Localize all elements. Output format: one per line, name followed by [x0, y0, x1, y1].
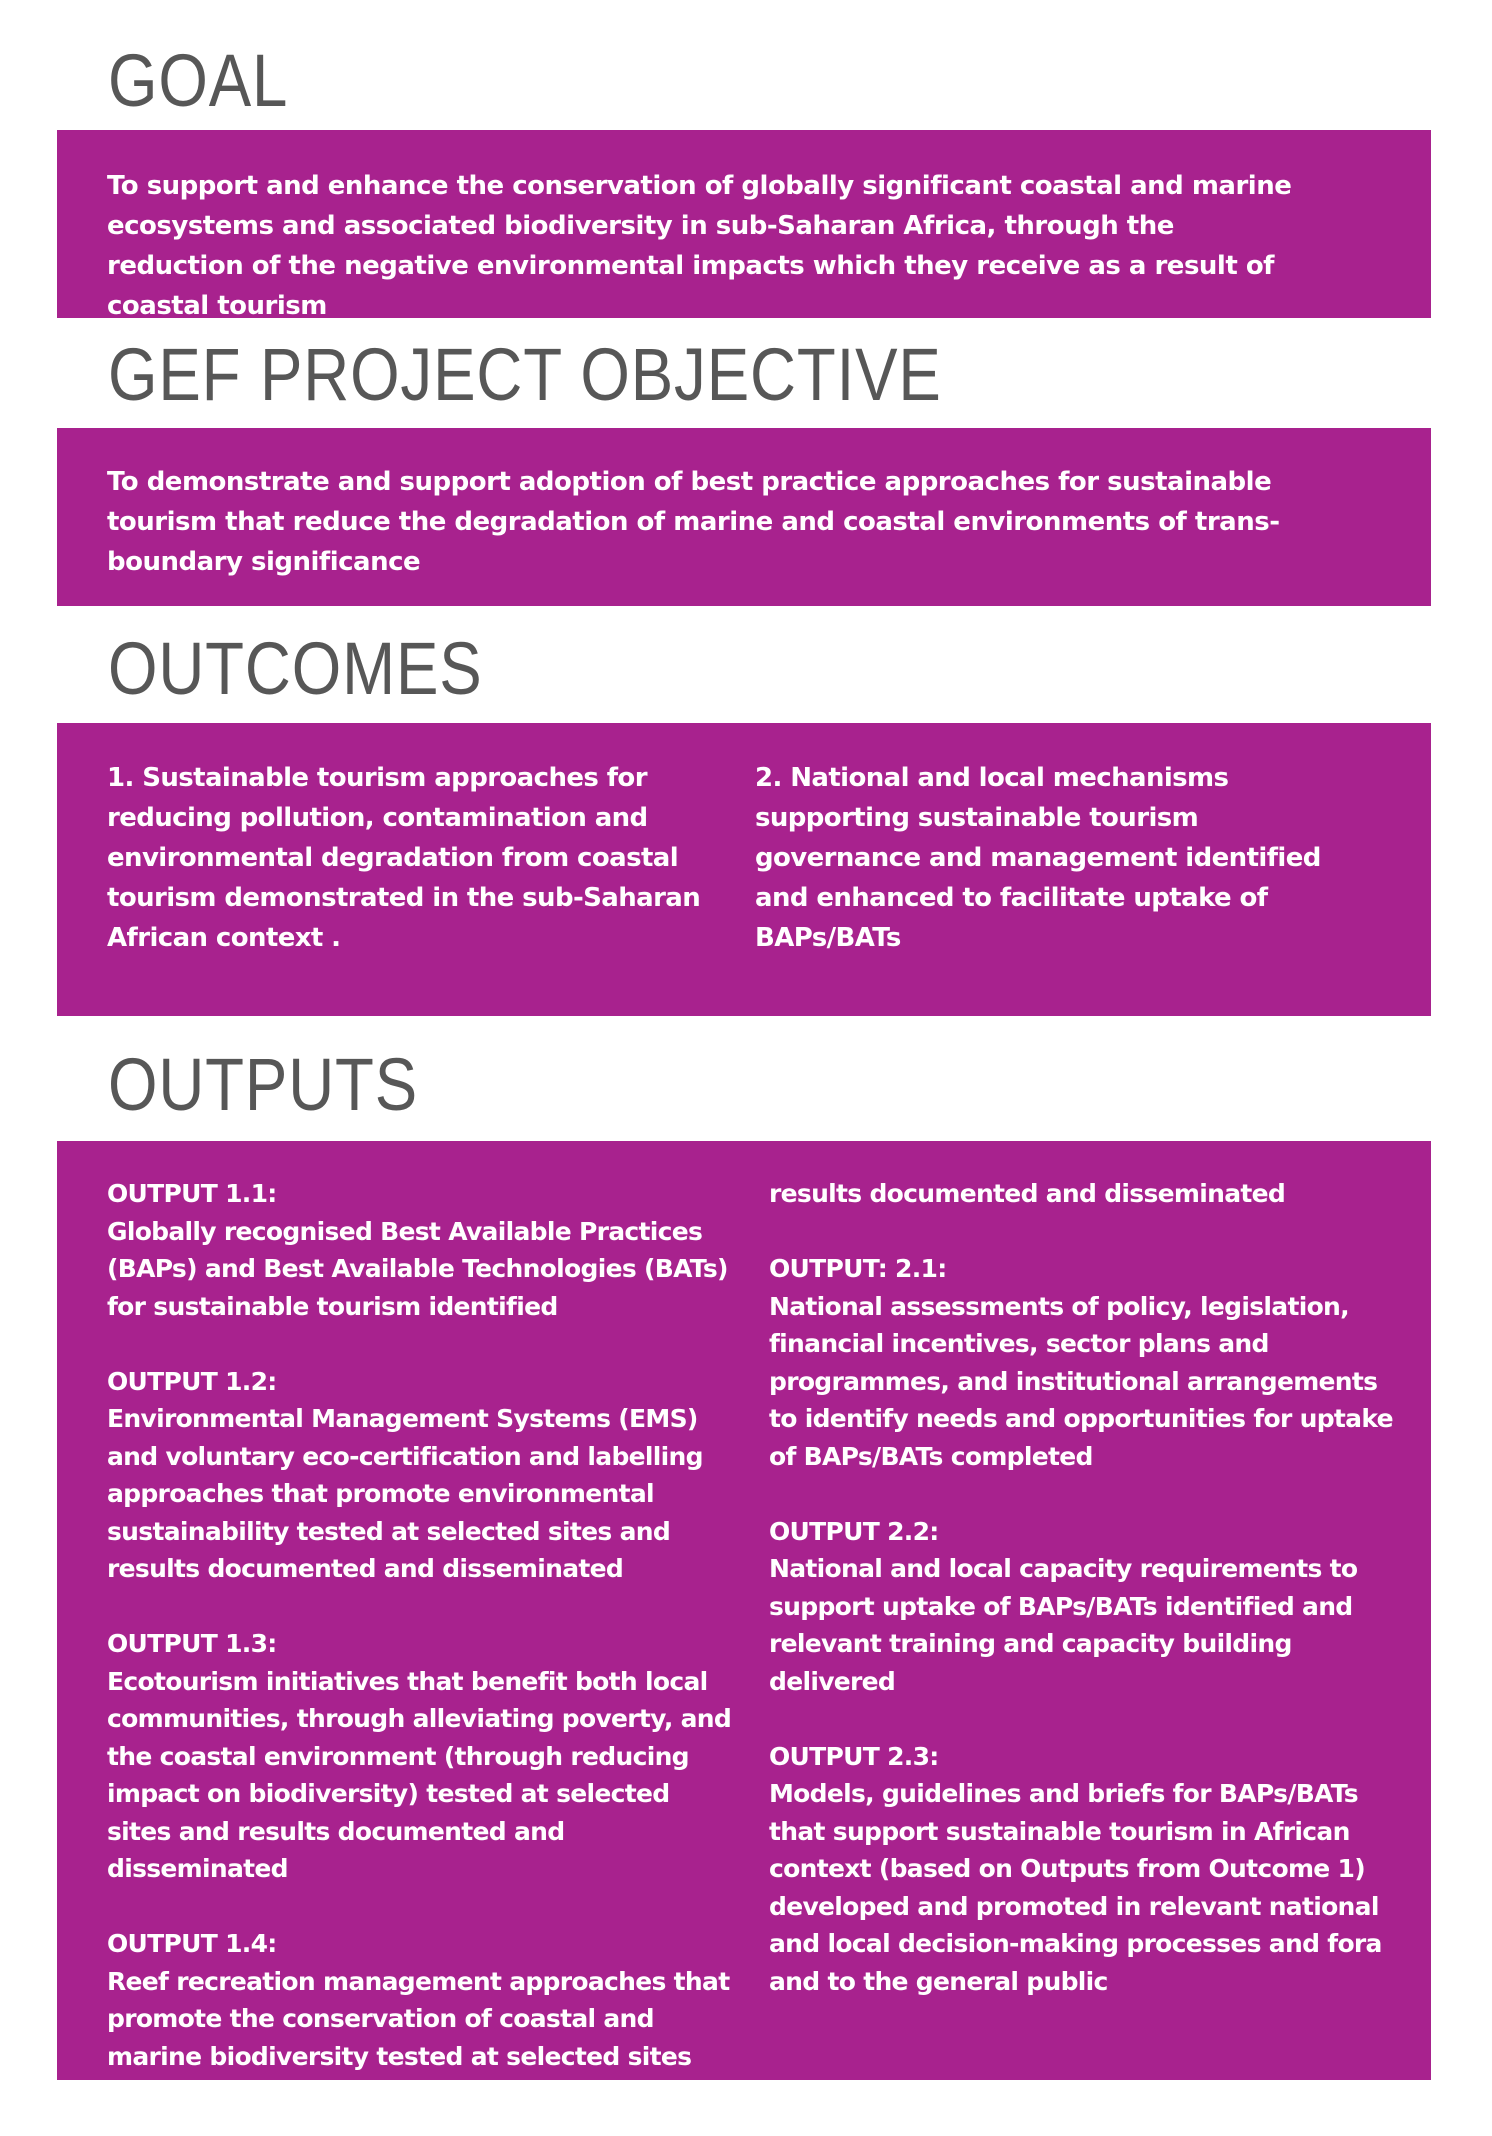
goal-text: To support and enhance the conservation of globally significant coastal and marine ecosystems and associated biodiversity in sub-Saharan Africa, through the reduction of the negative environmental impacts which they receive as a result of coastal tourism — [107, 171, 1292, 321]
output-2-3 — [769, 1738, 1399, 2001]
outputs-right-column — [769, 1175, 1399, 2000]
output-1-3 — [107, 1625, 737, 1888]
output-1-4-continuation — [769, 1175, 1399, 1213]
output-2-2 — [769, 1513, 1399, 1701]
outputs-left-column — [107, 1175, 737, 2113]
output-label: OUTPUT 1.3: — [107, 1629, 277, 1658]
output-1-4 — [107, 1925, 737, 2113]
output-label: OUTPUT 1.4: — [107, 1929, 277, 1958]
output-text: Models, guidelines and briefs for BAPs/BATs that support sustainable tourism in African context (based on Outputs from Outcome 1) developed and promoted in relevant national and local decision-making processes and fora and to the general public — [769, 1779, 1382, 1996]
output-text: Environmental Management Systems (EMS) and voluntary eco-certification and labelling approaches that promote environmental sustainability tested at selected sites and results documented and disseminated — [107, 1404, 703, 1583]
outputs-heading: OUTPUTS — [108, 1043, 419, 1126]
objective-text: To demonstrate and support adoption of best practice approaches for sustainable tourism that reduce the degradation of marine and coastal environments of trans-boundary significance — [107, 467, 1280, 577]
goal-heading: GOAL — [108, 39, 289, 122]
output-2-1 — [769, 1250, 1399, 1475]
output-label: OUTPUT 2.3: — [769, 1741, 939, 1771]
output-text: results documented and disseminated — [769, 1179, 1286, 1208]
goal-panel — [57, 130, 1431, 321]
objective-heading: GEF PROJECT OBJECTIVE — [108, 333, 942, 416]
output-text: National and local capacity requirements to support uptake of BAPs/BATs identified and relevant training and capacity building delivered — [769, 1554, 1358, 1696]
output-label: OUTPUT 2.2: — [769, 1516, 939, 1546]
outcome-2: 2. National and local mechanisms supporting sustainable tourism governance and management identified and enhanced to facilitate uptake of BAPs/BATs — [755, 763, 1321, 953]
outcomes-heading: OUTCOMES — [108, 627, 483, 710]
outputs-panel — [57, 1141, 1431, 2108]
output-text: Reef recreation management approaches that promote the conservation of coastal and marine biodiversity tested at selected sites and — [107, 1966, 730, 2108]
output-1-2 — [107, 1363, 737, 1588]
output-label: OUTPUT 1.2: — [107, 1366, 277, 1396]
objective-panel — [57, 428, 1431, 606]
output-text: Globally recognised Best Available Practices (BAPs) and Best Available Technologies (BATs) for sustainable tourism identified — [107, 1216, 728, 1321]
outcome-1: 1. Sustainable tourism approaches for reducing pollution, contamination and environmental degradation from coastal tourism demonstrated in the sub-Saharan African context . — [107, 763, 701, 953]
output-text: National assessments of policy, legislation, financial incentives, sector plans and programmes, and institutional arrangements to identify needs and opportunities for uptake of BAPs/BATs completed — [769, 1291, 1393, 1471]
output-1-1 — [107, 1175, 737, 1325]
output-text: Ecotourism initiatives that benefit both local communities, through alleviating poverty, and the coastal environment (through reducing impact on biodiversity) tested at selected sites and results documented and disseminated — [107, 1666, 732, 1883]
outcomes-panel — [57, 723, 1431, 1016]
output-label: OUTPUT: 2.1: — [769, 1254, 947, 1283]
output-label: OUTPUT 1.1: — [107, 1179, 277, 1208]
